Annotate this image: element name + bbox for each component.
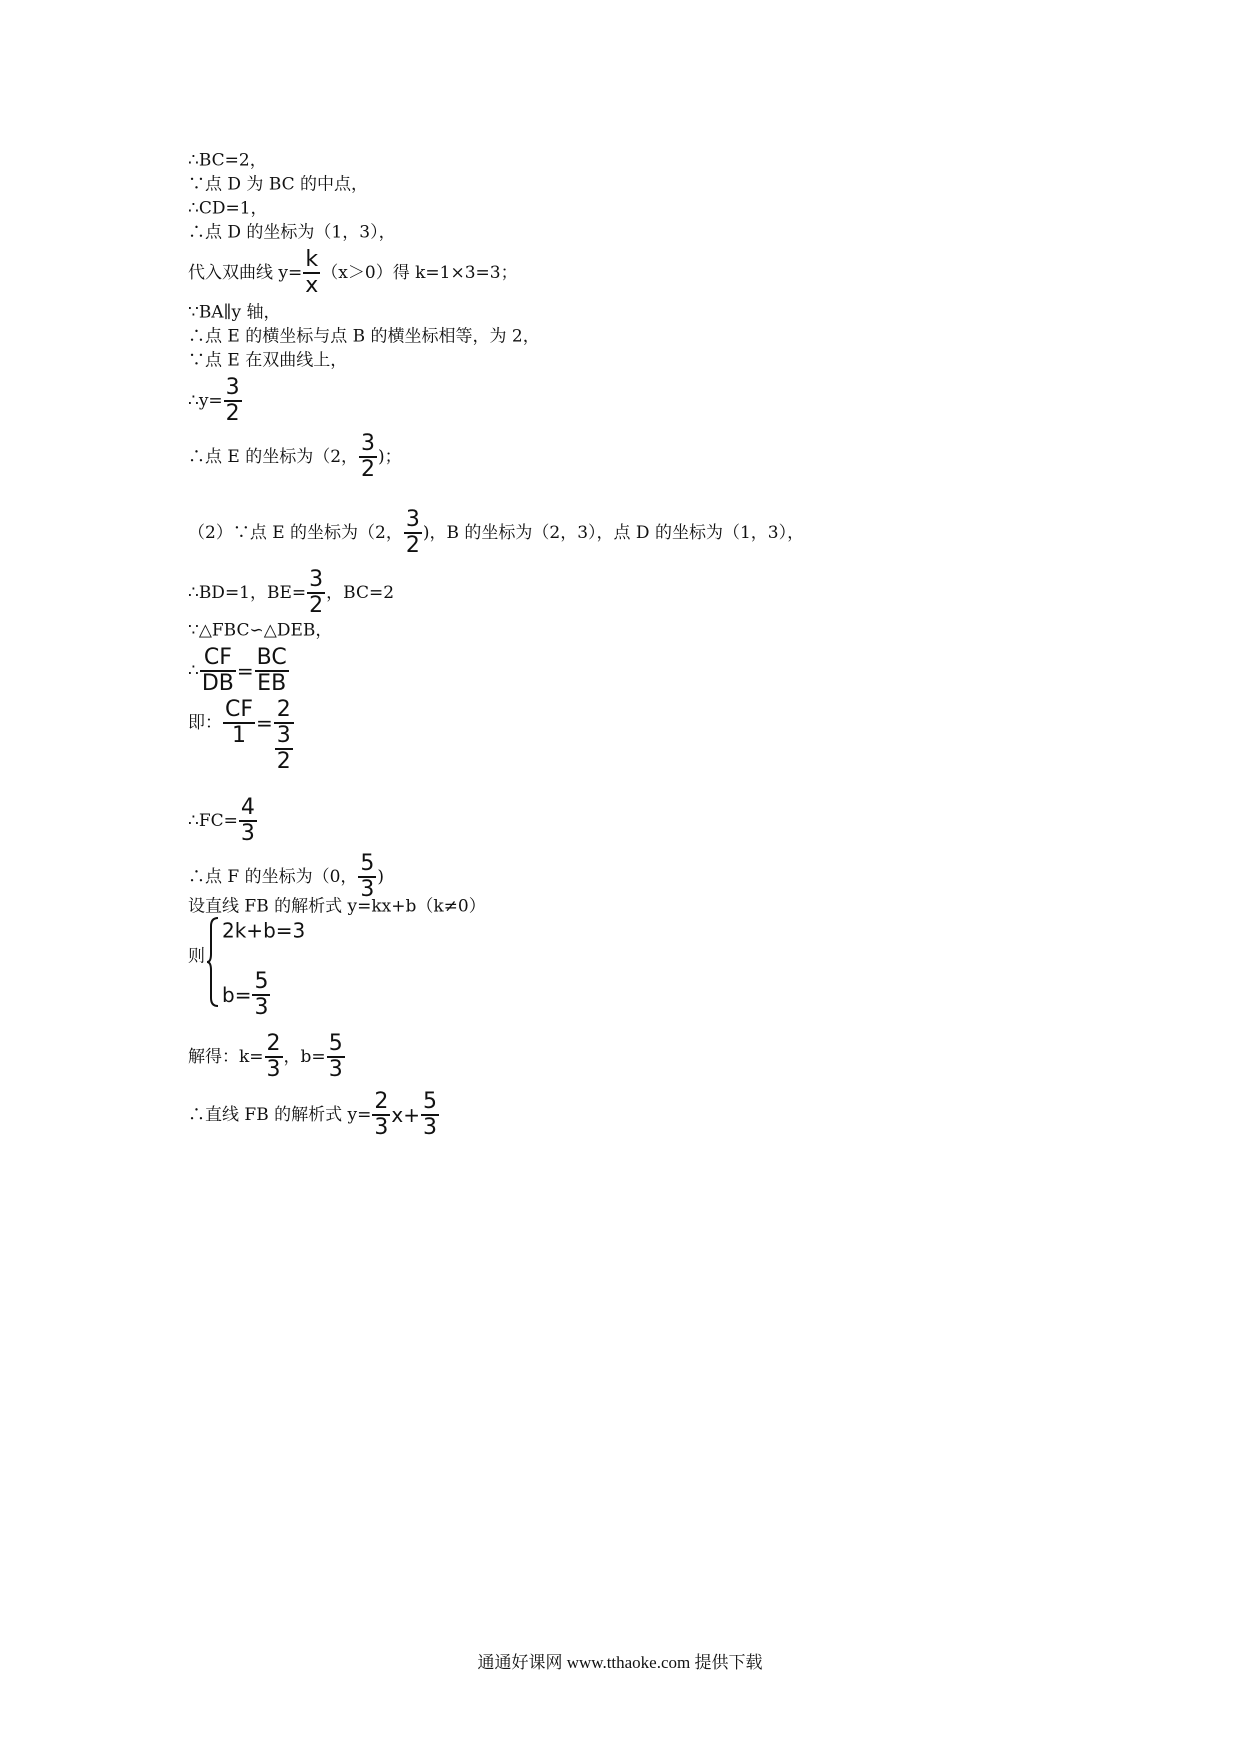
fraction xyxy=(327,1032,345,1082)
text: （2）∵点 E 的坐标为（2， xyxy=(188,523,403,543)
text: ∴点 E 的坐标为（2， xyxy=(188,447,359,467)
text: ∴点 D 的坐标为（1，3）， xyxy=(188,222,396,243)
line-substitute xyxy=(188,698,295,774)
numerator: 4 xyxy=(240,795,255,820)
numerator: k xyxy=(305,247,319,272)
denominator: 2 xyxy=(405,533,420,558)
equation: 2k+b=3 xyxy=(222,918,306,943)
denominator: 2 xyxy=(361,457,376,482)
denominator: 2 xyxy=(225,401,240,426)
text: ，BC=2 xyxy=(326,583,395,603)
text: ∴CD=1， xyxy=(188,198,268,219)
fraction-bc-eb xyxy=(255,646,289,696)
numerator: 3 xyxy=(361,431,376,456)
text: ∵BA∥y 轴， xyxy=(188,302,281,323)
line-set-line xyxy=(188,896,486,917)
denominator: 2 xyxy=(276,749,291,774)
line-e-x xyxy=(188,326,540,347)
line-solve xyxy=(188,1032,346,1082)
equals: = xyxy=(236,659,254,683)
denominator: DB xyxy=(201,671,234,696)
line-result xyxy=(188,1090,440,1140)
text: )，B 的坐标为（2，3），点 D 的坐标为（1，3）， xyxy=(422,523,805,543)
line-midpoint xyxy=(188,174,368,195)
line-d-coord xyxy=(188,222,396,243)
text: 代入双曲线 y= xyxy=(188,263,303,283)
numerator: 5 xyxy=(360,851,375,876)
text: ∵点 D 为 BC 的中点， xyxy=(188,174,369,195)
left-brace-icon xyxy=(206,916,220,1008)
text: x+ xyxy=(391,1103,420,1127)
numerator: 5 xyxy=(328,1031,343,1056)
denominator: 3 xyxy=(360,877,375,902)
text: ，b= xyxy=(283,1047,326,1067)
numerator: CF xyxy=(203,645,232,670)
numerator: 2 xyxy=(276,697,291,722)
text: ∴点 F 的坐标为（0， xyxy=(188,867,358,887)
denominator: 3 xyxy=(254,995,269,1020)
denominator: 3 xyxy=(240,821,255,846)
denominator: 3 xyxy=(374,1115,389,1140)
fraction xyxy=(307,568,325,618)
numerator: 3 xyxy=(405,507,420,532)
text: b= xyxy=(222,983,252,1007)
numerator: 3 xyxy=(225,375,240,400)
text: ∴BC=2， xyxy=(188,150,267,171)
numerator: 5 xyxy=(254,969,269,994)
line-hyperbola xyxy=(188,248,518,298)
text: ∴FC= xyxy=(188,811,238,831)
fraction xyxy=(421,1090,439,1140)
text: ) xyxy=(377,867,385,887)
denominator: 3 xyxy=(266,1057,281,1082)
fraction xyxy=(404,508,422,558)
denominator: 3 xyxy=(422,1115,437,1140)
line-lengths xyxy=(188,568,394,618)
line-e-on-curve xyxy=(188,350,347,371)
text: )； xyxy=(378,447,402,467)
numerator: 2 xyxy=(374,1089,389,1114)
line-e-coord xyxy=(188,432,402,482)
page-footer: 通通好课网 www.tthaoke.com 提供下载 xyxy=(477,1653,763,1672)
fraction xyxy=(265,1032,283,1082)
denominator: 3 xyxy=(328,1057,343,1082)
text: ∵△FBC∽△DEB， xyxy=(188,620,333,641)
system-eq1 xyxy=(222,920,305,941)
line-cd xyxy=(188,198,268,219)
inner-fraction xyxy=(275,724,293,774)
text: ∴点 E 的横坐标与点 B 的横坐标相等，为 2， xyxy=(188,326,540,347)
line-system-label xyxy=(188,946,205,967)
numerator: 3 xyxy=(309,567,324,592)
system-eq2 xyxy=(222,970,271,1020)
text: ∴BD=1，BE= xyxy=(188,583,307,603)
line-part2 xyxy=(188,508,804,558)
fraction xyxy=(239,796,257,846)
text: 即： xyxy=(188,713,222,733)
fraction xyxy=(252,970,270,1020)
fraction xyxy=(372,1090,390,1140)
text: ∴y= xyxy=(188,391,223,411)
numerator: 2 xyxy=(266,1031,281,1056)
numerator: CF xyxy=(225,697,254,722)
denominator: 2 xyxy=(309,593,324,618)
text: 解得：k= xyxy=(188,1047,264,1067)
text: ∵点 E 在双曲线上， xyxy=(188,350,348,371)
line-ba-parallel xyxy=(188,302,280,323)
fraction xyxy=(358,852,376,902)
fraction-cf-1 xyxy=(223,698,255,748)
denominator: 1 xyxy=(232,723,246,748)
fraction-cf-db xyxy=(200,646,236,696)
numerator: 5 xyxy=(422,1089,437,1114)
denominator: EB xyxy=(257,671,287,696)
line-similar xyxy=(188,620,332,641)
fraction-k-over-x xyxy=(303,248,320,298)
equals: = xyxy=(256,711,273,735)
text: ∴直线 FB 的解析式 y= xyxy=(188,1105,372,1125)
line-y-value xyxy=(188,376,243,426)
text: ∴ xyxy=(188,661,199,681)
denominator: x xyxy=(305,273,319,298)
text: 则 xyxy=(188,946,205,967)
text: 设直线 FB 的解析式 y=kx+b（k≠0） xyxy=(188,896,486,917)
fraction xyxy=(359,432,377,482)
numerator: BC xyxy=(256,645,287,670)
numerator: 3 xyxy=(276,723,291,748)
text: （x＞0）得 k=1×3=3； xyxy=(321,263,518,283)
fraction xyxy=(224,376,242,426)
line-f-coord xyxy=(188,852,384,902)
line-ratio xyxy=(188,646,290,696)
line-bc xyxy=(188,150,267,171)
line-fc xyxy=(188,796,258,846)
compound-fraction xyxy=(274,698,294,774)
